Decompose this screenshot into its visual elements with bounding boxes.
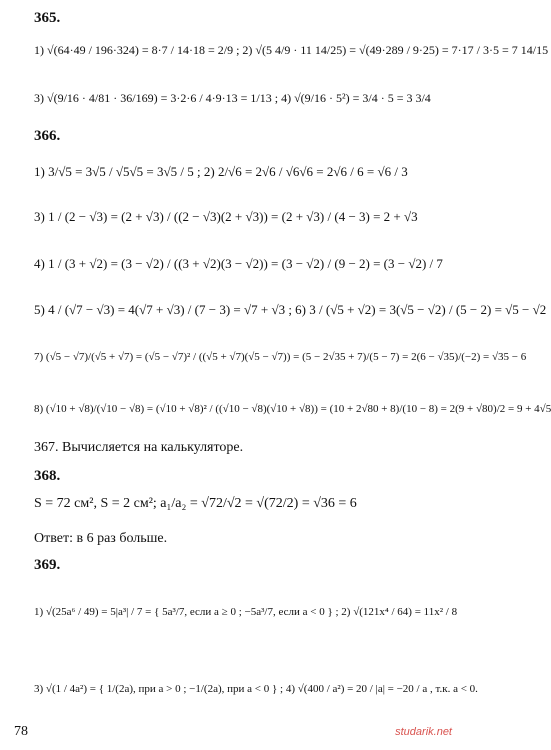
watermark: studarik.net (395, 726, 452, 738)
problem-number-365: 365. (34, 10, 61, 26)
problem-number-366: 366. (34, 128, 61, 144)
problem-number-369: 369. (34, 557, 61, 573)
problem-365-line-1: 1) √(64·49 / 196·324) = 8·7 / 14·18 = 2/9 ; 2) √(5 4/9 · 11 14/25) = √(49·289 / 9·25) = 7·17 / 3·5 = 7 14/15 (34, 43, 549, 57)
problem-369-line-1: 1) √(25a⁶ / 49) = 5|a³| / 7 = { 5a³/7, если a ≥ 0 ; −5a³/7, если a < 0 } ; 2) √(121x⁴ / 64) = 11x² / 8 (34, 606, 458, 618)
problem-368-answer: Ответ: в 6 раз больше. (34, 531, 168, 546)
problem-366-line-3: 3) 1 / (2 − √3) = (2 + √3) / ((2 − √3)(2 + √3)) = (2 + √3) / (4 − 3) = 2 + √3 (34, 209, 418, 224)
problem-366-line-5-6: 5) 4 / (√7 − √3) = 4(√7 + √3) / (7 − 3) = √7 + √3 ; 6) 3 / (√5 + √2) = 3(√5 − √2) / (5 − 2) = √5 − √2 (34, 302, 547, 317)
problem-365-line-2: 3) √(9/16 · 4/81 · 36/169) = 3·2·6 / 4·9·13 = 1/13 ; 4) √(9/16 · 5²) = 3/4 · 5 = 3 3/4 (34, 91, 431, 105)
page-number: 78 (14, 724, 28, 739)
problem-366-line-8: 8) (√10 + √8)/(√10 − √8) = (√10 + √8)² / ((√10 − √8)(√10 + √8)) = (10 + 2√80 + 8)/(10 − 8) = 2(9 + √80)/2 = 9 + 4√5 (34, 403, 551, 415)
problem-366-line-4: 4) 1 / (3 + √2) = (3 − √2) / ((3 + √2)(3 − √2)) = (3 − √2) / (9 − 2) = (3 − √2) / 7 (34, 256, 443, 271)
problem-number-368: 368. (34, 468, 61, 484)
problem-366-line-7: 7) (√5 − √7)/(√5 + √7) = (√5 − √7)² / ((√5 + √7)(√5 − √7)) = (5 − 2√35 + 7)/(5 − 7) = 2(6 − √35)/(−2) = √35 − 6 (34, 351, 527, 363)
problem-367-text: 367. Вычисляется на калькуляторе. (34, 440, 244, 455)
problem-366-line-1: 1) 3/√5 = 3√5 / √5√5 = 3√5 / 5 ; 2) 2/√6 = 2√6 / √6√6 = 2√6 / 6 = √6 / 3 (34, 164, 408, 179)
problem-369-line-2: 3) √(1 / 4a²) = { 1/(2a), при a > 0 ; −1/(2a), при a < 0 } ; 4) √(400 / a²) = 20 / |a| = −20 / a , т.к. a < 0. (34, 683, 478, 695)
problem-368-line-1: S = 72 см², S = 2 см²; a₁/a₂ = √72/√2 = √(72/2) = √36 = 6 (34, 496, 357, 511)
